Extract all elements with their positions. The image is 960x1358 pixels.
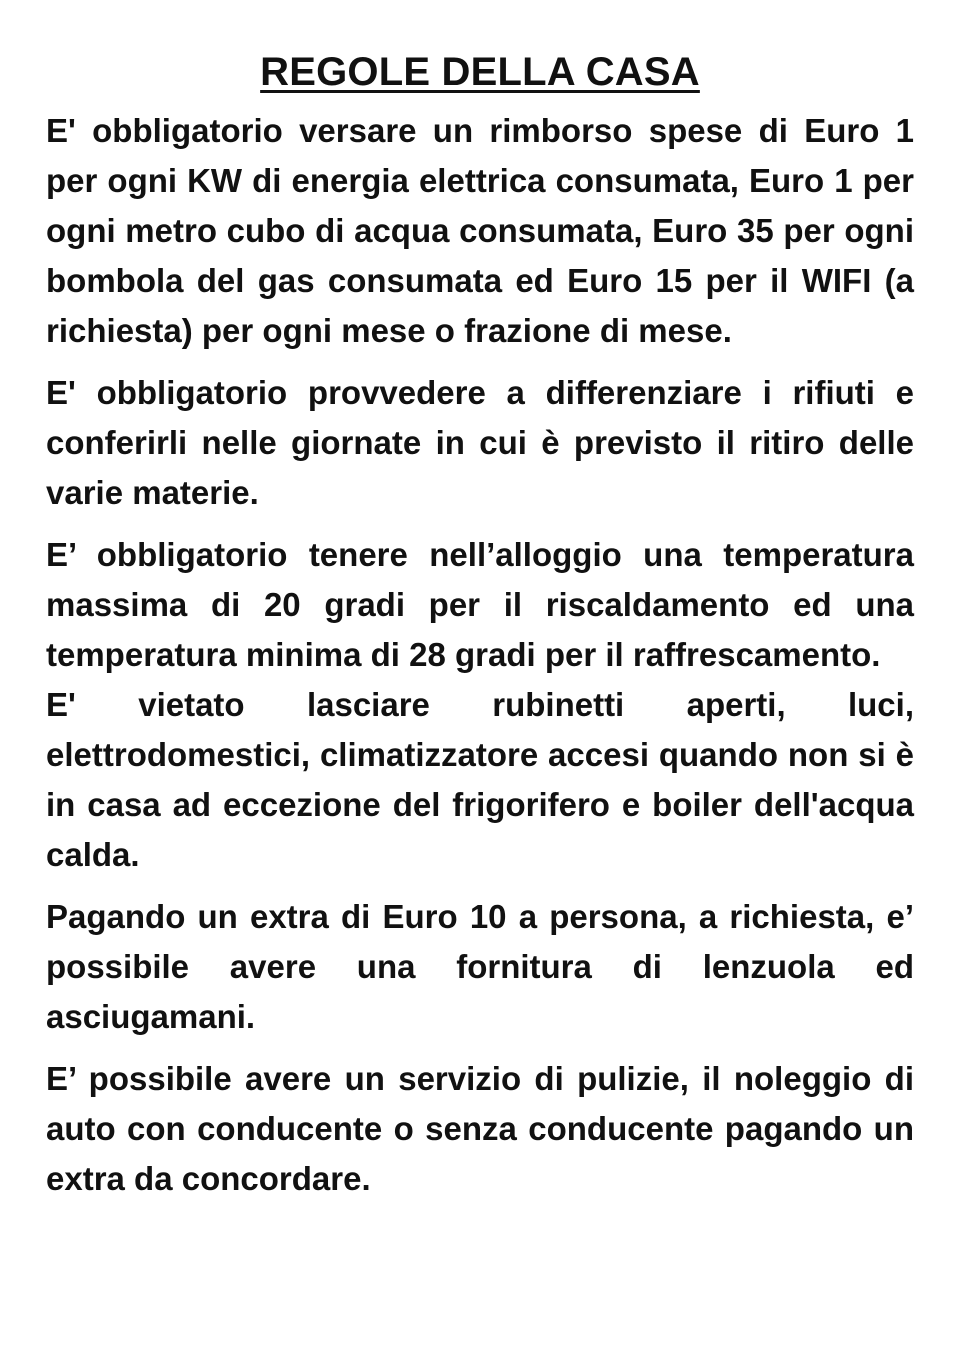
rule-waste-sorting: E' obbligatorio provvedere a differenziare i rifiuti e conferirli nelle giornate in cui è previsto il ritiro delle varie materie. [46,374,914,511]
rule-temperature: E’ obbligatorio tenere nell’alloggio una temperatura massima di 20 gradi per il riscaldamento ed una temperatura minima di 28 gradi per il raffrescamento. [46,536,914,673]
house-rules-document [46,44,914,1204]
rule-expenses: E' obbligatorio versare un rimborso spese di Euro 1 per ogni KW di energia elettrica consumata, Euro 1 per ogni metro cubo di acqua consumata, Euro 35 per ogni bombola del gas consumata ed Euro 15 per il WIFI (a richiesta) per ogni mese o frazione di mese. [46,112,914,349]
rule-extra-services: E’ possibile avere un servizio di pulizie, il noleggio di auto con conducente o senza conducente pagando un extra da concordare. [46,1060,914,1197]
document-title: REGOLE DELLA CASA [260,50,700,94]
rule-appliances: E' vietato lasciare rubinetti aperti, luci, elettrodomestici, climatizzatore accesi quando non si è in casa ad eccezione del frigorifero e boiler dell'acqua calda. [46,686,914,873]
rule-linens: Pagando un extra di Euro 10 a persona, a richiesta, e’ possibile avere una fornitura di lenzuola ed asciugamani. [46,898,914,1035]
